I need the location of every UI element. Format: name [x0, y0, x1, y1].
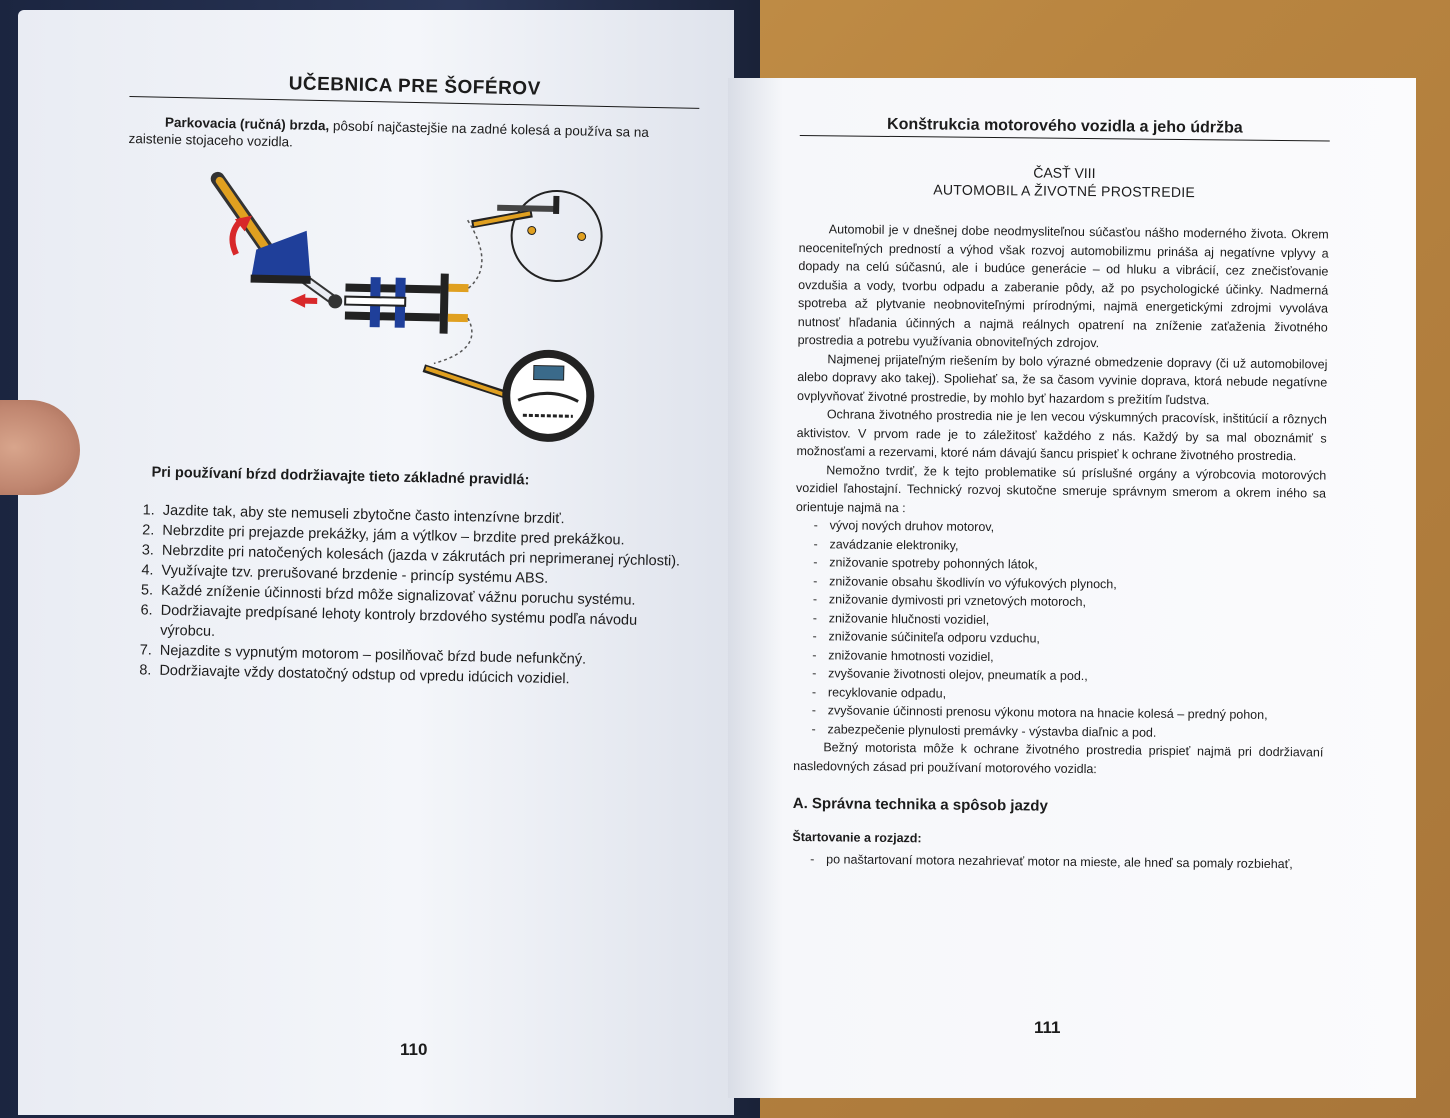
intro-paragraph — [128, 113, 699, 159]
list-item: - po naštartovaní motora nezahrievať motor na mieste, ale hneď sa pomaly rozbiehať, — [810, 850, 1322, 874]
left-page-content — [117, 70, 700, 692]
list-item: - znižovanie hlučnosti vozidiel, — [813, 609, 1325, 633]
section-a-heading: A. Správna technika a spôsob jazdy — [792, 794, 1048, 815]
rule-item: 3. Nebrzdite pri natočených kolesách (jazda v zákrutách pri neprimeranej rýchlosti). — [158, 541, 690, 572]
list-item: - znižovanie súčiniteľa odporu vzduchu, — [812, 627, 1324, 651]
rule-item: 7. Nejazdite s vypnutým motorom – posilňovač bŕzd bude nefunkčný. — [156, 641, 688, 672]
right-page-content — [792, 115, 1330, 874]
paragraph: Najmenej prijateľným riešením by bolo výrazné obmedzenie dopravy (či už automobilovej alebo dopravy ako takej). Spoliehať sa, že sa časom vyvinie doprava, ktorá nebude negatívne ovplyvňovať životné prostredie, by mohlo byť hazardom s prežitím ľudstva. — [796, 351, 1328, 407]
list-item: - znižovanie hmotnosti vozidiel, — [812, 646, 1324, 670]
running-title-right: Konštrukcia motorového vozidla a jeho údržba — [887, 115, 1243, 137]
paragraph: Automobil je v dnešnej dobe neodmysliteľnou súčasťou nášho moderného života. Okrem neoceniteľných predností a výhod však rozvoj automobilizmu prináša aj negatívne vplyvy a dopady na celú súčasnú, ale i budúce generácie – od hluku a vibrácií, cez znečisťovanie ovzdušia a vody, tvorbu odpadu a zaberanie pôdy, až po psychologické účinky. Nadmerná spotreba až plytvanie neobnoviteľnými prírodnými, najmä energetickými zdrojmi vyvoláva nutnosť hľadania účinných a najmä reálnych opatrení na zníženie zaťaženia životného prostredia a potrebu využívania obnoviteľných zdrojov. — [797, 222, 1329, 351]
page-number-left: 110 — [400, 1040, 428, 1059]
paragraph: Ochrana životného prostredia nie je len vecou výskumných pracovísk, inštitúcií a rôznych aktivistov. V prvom rade je to záležitosť každého z nás. Každý by sa mal oboznámiť s možnosťami a rezervami, ktoré nám dávajú šancu prispieť k ochrane životného prostredia. — [796, 407, 1327, 464]
equalizer — [345, 272, 469, 335]
rule-item: 8. Dodržiavajte vždy dostatočný odstup od vpredu idúcich vozidiel. — [155, 661, 687, 692]
list-item: - zvyšovanie účinnosti prenosu výkonu motora na hnacie kolesá – predný pohon, — [812, 701, 1324, 725]
page-number-right: 111 — [1034, 1018, 1061, 1037]
rule-item: 6. Dodržiavajte predpísané lehoty kontroly brzdového systému podľa návodu výrobcu. — [156, 601, 689, 652]
list-item: - zavádzanie elektroniky, — [813, 535, 1325, 559]
left-arrow — [290, 293, 305, 307]
rule-item: 4. Využívajte tzv. prerušované brzdenie - princíp systému ABS. — [157, 561, 689, 592]
part-label: ČASŤ VIII — [1033, 164, 1096, 182]
running-title-left: UČEBNICA PRE ŠOFÉROV — [288, 73, 541, 100]
handbrake-illustration — [192, 168, 638, 447]
list-item: - recyklovanie odpadu, — [812, 683, 1324, 707]
brake-drum — [422, 351, 591, 438]
intro-bold: Parkovacia (ručná) brzda, — [164, 114, 330, 134]
brake-detail-top — [471, 189, 603, 282]
list-item: - znižovanie obsahu škodlivín vo výfukových plynoch, — [813, 572, 1325, 596]
subheading: Štartovanie a rozjazd: — [792, 829, 922, 846]
paragraph: Nemožno tvrdiť, že k tejto problematike sú príslušné orgány a výrobcovia motorových vozidiel ľahostajní. Technický rozvoj skutočne smeruje správnym smerom a okrem iného sa orientuje najmä na : — [795, 462, 1327, 515]
list-item: - znižovanie dymivosti pri vznetových motoroch, — [813, 590, 1325, 614]
intro-text: pôsobí najčastejšie na zadné kolesá a používa sa na zaistenie stojaceho vozidla. — [128, 118, 650, 150]
rule-item: 5. Každé zníženie účinnosti bŕzd môže signalizovať vážnu poruchu systému. — [157, 581, 689, 612]
list-item: - zvyšovanie životnosti olejov, pneumatík a pod., — [812, 664, 1324, 688]
part-title: AUTOMOBIL A ŽIVOTNÉ PROSTREDIE — [933, 181, 1196, 201]
list-item: - zabezpečenie plynulosti premávky - výstavba diaľnic a pod. — [811, 720, 1323, 744]
measures-list — [793, 516, 1325, 744]
list-item: - vývoj nových druhov motorov, — [814, 516, 1326, 540]
list-item: - znižovanie spotreby pohonných látok, — [813, 553, 1325, 577]
rules-heading: Pri používaní bŕzd dodržiavajte tieto základné pravidlá: — [151, 464, 530, 489]
closing-paragraph: Bežný motorista môže k ochrane životného prostredia prispieť najmä pri dodržiavaní nasledovných zásad pri používaní motorového vozidla: — [793, 740, 1324, 776]
rule-item: 1. Jazdite tak, aby ste nemuseli zbytočne často intenzívne brzdiť. — [159, 501, 691, 532]
rule-item: 2. Nebrzdite pri prejazde prekážky, jám a výtlkov – brzdite pred prekážkou. — [158, 521, 690, 552]
rules-list — [117, 500, 691, 692]
